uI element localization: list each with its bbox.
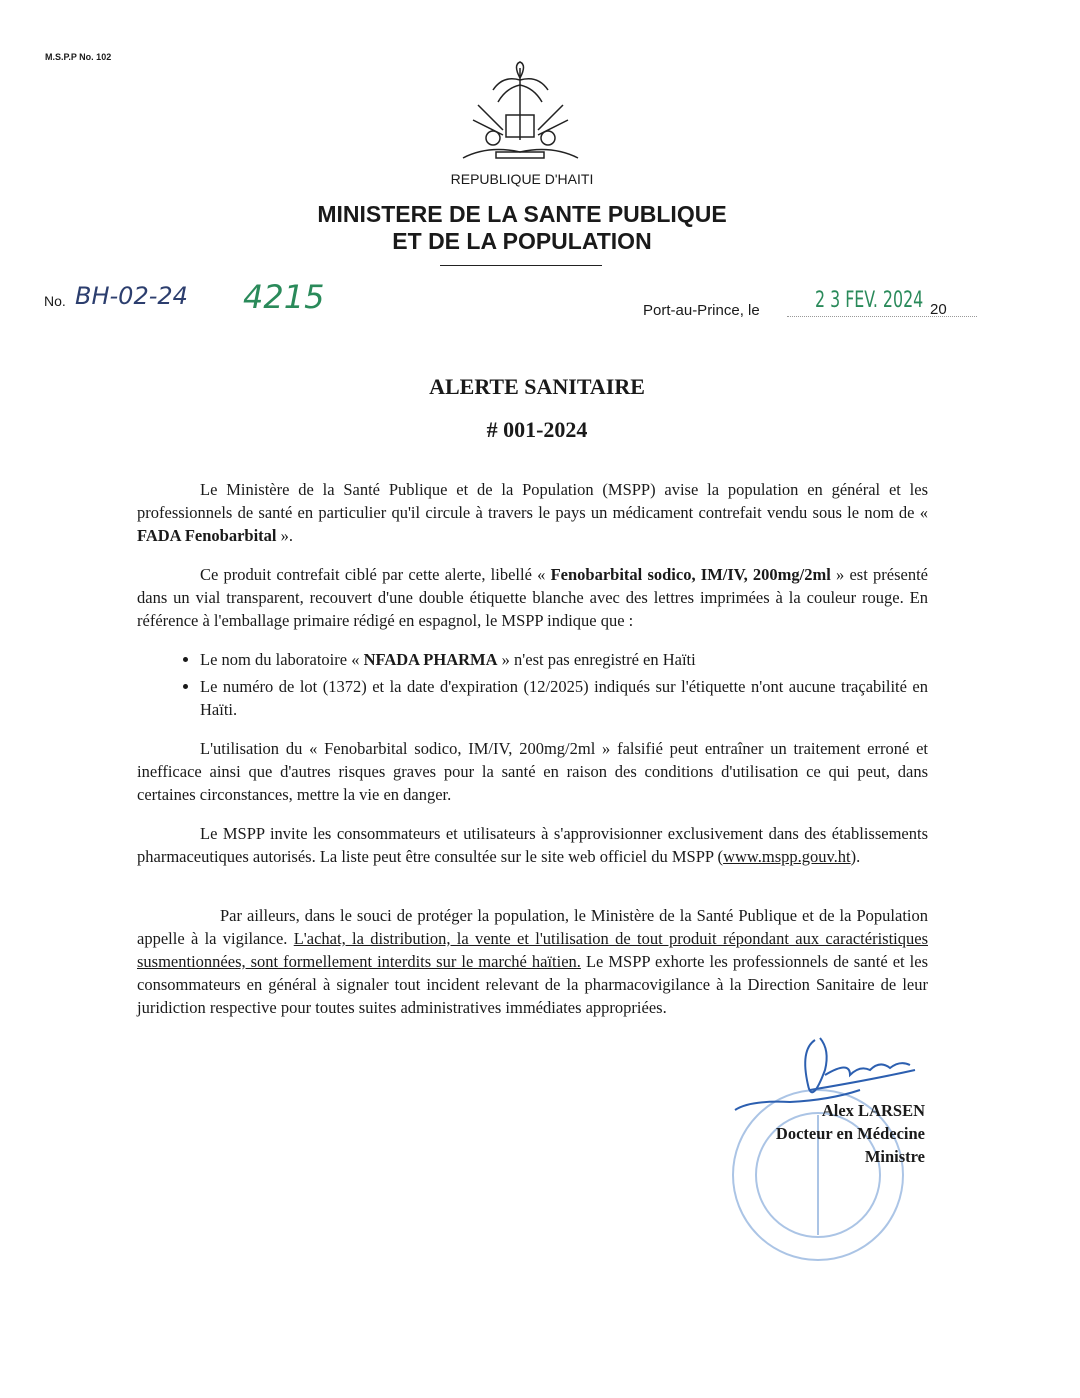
alert-number: # 001-2024 [486,417,588,442]
list-item: • Le numéro de lot (1372) et la date d'expiration (12/2025) indiqués sur l'étiquette n'ont aucune traçabilité en Haïti. [200,675,928,721]
signatory-name: Alex LARSEN [821,1101,925,1120]
date-stamp: 2 3 FEV. 2024 [815,288,924,313]
text: Ce produit contrefait ciblé par cette alerte, libellé « [200,565,551,584]
date-dotted-line [787,316,977,317]
republic-label: REPUBLIQUE D'HAITI [450,171,594,187]
paragraph-intro [137,478,928,547]
text: Le Ministère de la Santé Publique et de la Population (MSPP) avise la population en général et les professionnels de santé en particulier qu'il circule à travers le pays un médicament contrefait vendu sous le nom de « [137,480,928,522]
text: » n'est pas enregistré en Haïti [497,650,696,669]
handwritten-number: 4215 [243,278,325,316]
text: Le MSPP invite les consommateurs et utilisateurs à s'approvisionner exclusivement dans des établissements pharmaceutiques autorisés. La liste peut être consultée sur le site web officiel du MSPP ( [137,824,928,866]
list-item [200,648,928,671]
paragraph-risks: L'utilisation du « Fenobarbital sodico, IM/IV, 200mg/2ml » falsifié peut entraîner un traitement erroné et inefficace ainsi que d'autres risques graves pour la santé en raison des conditions d'utilisation ce qui peut, dans certaines circonstances, mettre la vie en danger. [137,739,928,804]
signatory-role: Ministre [864,1147,925,1166]
coat-of-arms-icon [458,60,583,168]
text: ). [850,847,861,866]
product-label: Fenobarbital sodico, IM/IV, 200mg/2ml [550,565,831,584]
text: Par ailleurs, dans le souci de protéger la population, le Ministère de la Santé Publique et de la Population appelle à la vigilance. [137,906,928,948]
place-label: Port-au-Prince, le [643,302,760,319]
handwritten-reference: BH-02-24 [75,282,188,310]
document-heading: ALERTE SANITAIRE [429,374,645,399]
prohibition-notice: L'achat, la distribution, la vente et l'utilisation de tout produit répondant aux caractéristiques susmentionnées, sont formellement interdits sur le marché haïtien. [137,929,928,971]
ministry-line-2: ET DE LA POPULATION [392,228,652,254]
year-suffix: 20 [930,301,947,318]
text: » est présenté dans un vial transparent, recouvert d'une double étiquette blanche avec des lettres imprimées à la couleur rouge. En référence à l'emballage primaire rédigé en espagnol, le MSPP indique que : [137,565,928,630]
text: ». [276,526,293,545]
product-name: FADA Fenobarbital [137,526,277,545]
mspp-website-link[interactable]: www.mspp.gouv.ht [723,847,851,866]
laboratory-name: NFADA PHARMA [363,650,498,669]
paragraph-vigilance [137,904,928,1019]
findings-list [137,648,928,721]
text: Le MSPP exhorte les professionnels de santé et les consommateurs en général à signaler tout incident relevant de la pharmacovigilance à la Direction Sanitaire de leur juridiction respective pour toutes suites administratives immédiates appropriées. [137,952,928,1017]
ministry-title [0,201,1044,255]
paragraph-supply [137,822,928,868]
number-label: No. [44,293,66,309]
text: Le nom du laboratoire « [200,650,364,669]
paragraph-description [137,563,928,632]
ministry-line-1: MINISTERE DE LA SANTE PUBLIQUE [317,201,727,227]
form-reference: M.S.P.P No. 102 [45,52,112,62]
header-divider [440,265,602,266]
signatory-degree: Docteur en Médecine [775,1124,925,1143]
